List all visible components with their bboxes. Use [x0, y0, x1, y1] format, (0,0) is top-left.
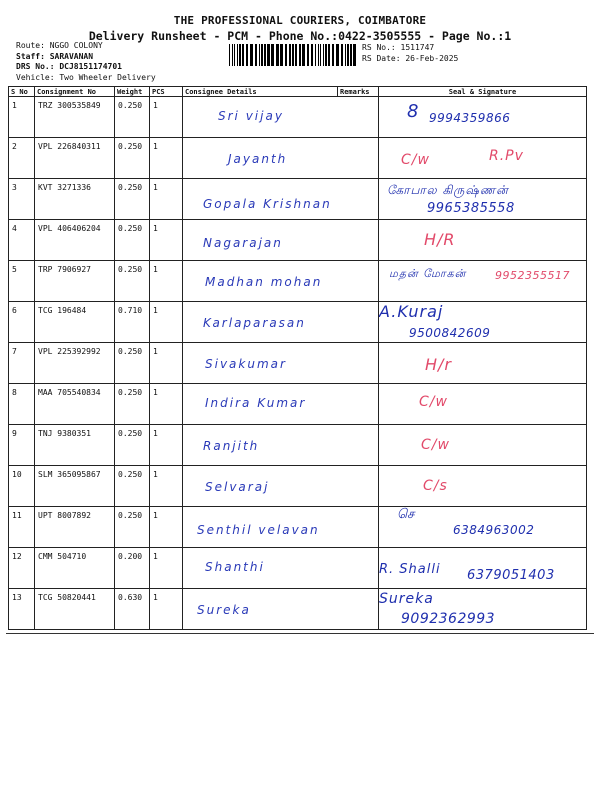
barcode-bar	[239, 44, 241, 66]
cell-consignment-no: VPL 406406204	[35, 220, 115, 261]
cell-weight: 0.250	[115, 466, 150, 507]
signature-handwritten: C/w	[401, 152, 430, 168]
runsheet-info-right	[362, 43, 458, 64]
signature-handwritten: C/s	[423, 478, 448, 494]
cell-weight: 0.250	[115, 97, 150, 138]
barcode-bar	[237, 44, 238, 66]
cell-pcs: 1	[150, 466, 183, 507]
consignee-name-handwritten: Senthil velavan	[197, 523, 320, 537]
cell-seal-signature	[379, 179, 587, 220]
barcode-bar	[250, 44, 253, 66]
table-row	[9, 261, 587, 302]
consignee-name-handwritten: Sri vijay	[218, 109, 284, 123]
barcode-bar	[259, 44, 260, 66]
cell-pcs: 1	[150, 548, 183, 589]
table-header-row	[9, 87, 587, 97]
cell-sno: 7	[9, 343, 35, 384]
signature-handwritten: C/w	[421, 437, 450, 453]
cell-seal-signature	[379, 466, 587, 507]
barcode-bar	[246, 44, 248, 66]
col-weight: Weight	[115, 87, 150, 97]
signature-handwritten: C/w	[419, 394, 448, 410]
cell-consignee-details	[183, 589, 338, 630]
cell-seal-signature	[379, 97, 587, 138]
runsheet-table	[8, 86, 587, 630]
cell-consignee-details	[183, 384, 338, 425]
col-consignee: Consignee Details	[183, 87, 338, 97]
cell-sno: 12	[9, 548, 35, 589]
col-sno: S No	[9, 87, 35, 97]
cell-weight: 0.250	[115, 138, 150, 179]
signature-handwritten: கோபால கிருஷ்ணன்	[387, 183, 509, 197]
consignee-name-handwritten: Jayanth	[228, 152, 288, 166]
cell-weight: 0.710	[115, 302, 150, 343]
table-row	[9, 179, 587, 220]
consignee-name-handwritten: Sureka	[197, 603, 251, 617]
barcode-bar	[325, 44, 327, 66]
cell-weight: 0.250	[115, 343, 150, 384]
signature-phone-handwritten: 9500842609	[409, 326, 491, 340]
table-row	[9, 138, 587, 179]
vehicle-label: Vehicle: Two Wheeler Delivery	[16, 72, 156, 82]
cell-consignee-details	[183, 97, 338, 138]
runsheet-info-left	[16, 41, 156, 83]
signature-phone-handwritten: 6379051403	[467, 568, 555, 583]
table-row	[9, 220, 587, 261]
cell-consignment-no: TRP 7906927	[35, 261, 115, 302]
cell-seal-signature	[379, 507, 587, 548]
cell-consignee-details	[183, 138, 338, 179]
cell-seal-signature	[379, 589, 587, 630]
cell-seal-signature	[379, 138, 587, 179]
barcode-bar	[229, 44, 230, 66]
cell-pcs: 1	[150, 97, 183, 138]
signature-phone-handwritten: 9965385558	[427, 201, 515, 216]
table-row	[9, 425, 587, 466]
signature-handwritten: H/r	[425, 355, 452, 374]
cell-weight: 0.250	[115, 261, 150, 302]
table-row	[9, 466, 587, 507]
cell-weight: 0.630	[115, 589, 150, 630]
table-row	[9, 97, 587, 138]
barcode-bar	[285, 44, 287, 66]
consignee-name-handwritten: Madhan mohan	[205, 275, 323, 289]
cell-sno: 3	[9, 179, 35, 220]
cell-weight: 0.250	[115, 220, 150, 261]
cell-weight: 0.250	[115, 179, 150, 220]
barcode-bar	[350, 44, 352, 66]
cell-seal-signature	[379, 220, 587, 261]
barcode-bar	[345, 44, 346, 66]
cell-remarks	[338, 384, 379, 425]
table-row	[9, 507, 587, 548]
cell-sno: 10	[9, 466, 35, 507]
barcode-bar	[353, 44, 356, 66]
col-remarks: Remarks	[338, 87, 379, 97]
cell-sno: 6	[9, 302, 35, 343]
table-row	[9, 343, 587, 384]
barcode-bar	[299, 44, 301, 66]
cell-pcs: 1	[150, 138, 183, 179]
consignee-name-handwritten: Nagarajan	[203, 236, 283, 250]
cell-consignment-no: TNJ 9380351	[35, 425, 115, 466]
cell-sno: 5	[9, 261, 35, 302]
cell-consignment-no: VPL 226840311	[35, 138, 115, 179]
signature-handwritten: H/R	[424, 230, 456, 249]
cell-consignment-no: TCG 50820441	[35, 589, 115, 630]
barcode-bar	[336, 44, 339, 66]
cell-sno: 1	[9, 97, 35, 138]
cell-seal-signature	[379, 302, 587, 343]
cell-remarks	[338, 466, 379, 507]
signature-handwritten: A.Kuraj	[379, 302, 444, 321]
col-consignment: Consignment No	[35, 87, 115, 97]
cell-consignment-no: UPT 8007892	[35, 507, 115, 548]
cell-consignee-details	[183, 261, 338, 302]
runsheet-subtitle: Delivery Runsheet - PCM - Phone No.:0422-3505555 - Page No.:1	[88, 29, 512, 43]
barcode-bar	[234, 44, 235, 66]
cell-remarks	[338, 302, 379, 343]
col-signature: Seal & Signature	[379, 87, 587, 97]
signature-handwritten: R.Pv	[489, 148, 524, 164]
consignee-name-handwritten: Karlaparasan	[203, 316, 306, 330]
barcode-bar	[232, 44, 233, 66]
barcode-bar	[320, 44, 321, 66]
consignee-name-handwritten: Selvaraj	[205, 480, 270, 494]
cell-seal-signature	[379, 548, 587, 589]
signature-phone-handwritten: 6384963002	[453, 523, 535, 537]
cell-consignee-details	[183, 548, 338, 589]
signature-handwritten: மதன் மோகன்	[389, 267, 467, 280]
barcode-bar	[271, 44, 274, 66]
cell-weight: 0.250	[115, 384, 150, 425]
barcode-bar	[292, 44, 294, 66]
cell-pcs: 1	[150, 343, 183, 384]
page-divider	[6, 633, 594, 634]
cell-consignment-no: CMM 504710	[35, 548, 115, 589]
cell-seal-signature	[379, 384, 587, 425]
cell-pcs: 1	[150, 589, 183, 630]
cell-remarks	[338, 425, 379, 466]
barcode-bar	[302, 44, 305, 66]
barcode-bar	[255, 44, 257, 66]
col-pcs: PCS	[150, 87, 183, 97]
cell-pcs: 1	[150, 507, 183, 548]
cell-weight: 0.250	[115, 425, 150, 466]
cell-consignee-details	[183, 425, 338, 466]
cell-remarks	[338, 97, 379, 138]
signature-handwritten: 8	[407, 101, 420, 122]
cell-pcs: 1	[150, 220, 183, 261]
cell-pcs: 1	[150, 425, 183, 466]
staff-label: Staff: SARAVANAN	[16, 51, 94, 61]
cell-consignee-details	[183, 220, 338, 261]
table-row	[9, 302, 587, 343]
company-title: THE PROFESSIONAL COURIERS, COIMBATORE	[173, 14, 427, 27]
cell-seal-signature	[379, 343, 587, 384]
barcode-bar	[267, 44, 270, 66]
cell-consignment-no: TRZ 300535849	[35, 97, 115, 138]
drs-label: DRS No.: DCJ8151174701	[16, 62, 122, 71]
barcode-bar	[261, 44, 263, 66]
barcode-bar	[295, 44, 297, 66]
table-row	[9, 384, 587, 425]
consignee-name-handwritten: Shanthi	[205, 560, 265, 574]
cell-sno: 2	[9, 138, 35, 179]
cell-pcs: 1	[150, 302, 183, 343]
barcode-bar	[289, 44, 291, 66]
rs-number: RS No.: 1511747	[362, 43, 435, 52]
barcode-bar	[332, 44, 334, 66]
consignee-name-handwritten: Indira Kumar	[205, 396, 307, 410]
barcode-bar	[347, 44, 349, 66]
cell-remarks	[338, 589, 379, 630]
cell-remarks	[338, 179, 379, 220]
cell-consignment-no: KVT 3271336	[35, 179, 115, 220]
cell-pcs: 1	[150, 384, 183, 425]
cell-consignment-no: TCG 196484	[35, 302, 115, 343]
cell-pcs: 1	[150, 179, 183, 220]
barcode-bar	[242, 44, 244, 66]
barcode-bar	[276, 44, 279, 66]
cell-consignment-no: MAA 705540834	[35, 384, 115, 425]
signature-phone-handwritten: 9994359866	[429, 111, 511, 125]
consignee-name-handwritten: Sivakumar	[205, 357, 287, 371]
signature-handwritten: Sureka	[379, 591, 434, 607]
cell-consignee-details	[183, 466, 338, 507]
barcode-bar	[264, 44, 266, 66]
barcode-image	[229, 44, 356, 66]
rs-date: RS Date: 26-Feb-2025	[362, 53, 459, 63]
cell-consignee-details	[183, 179, 338, 220]
cell-consignment-no: SLM 365095867	[35, 466, 115, 507]
cell-sno: 8	[9, 384, 35, 425]
table-row	[9, 589, 587, 630]
cell-weight: 0.200	[115, 548, 150, 589]
barcode-bar	[307, 44, 309, 66]
cell-pcs: 1	[150, 261, 183, 302]
signature-phone-handwritten: 9092362993	[401, 611, 496, 627]
cell-sno: 9	[9, 425, 35, 466]
cell-weight: 0.250	[115, 507, 150, 548]
barcode-bar	[311, 44, 313, 66]
cell-sno: 11	[9, 507, 35, 548]
table-row	[9, 548, 587, 589]
barcode-bar	[315, 44, 316, 66]
route-label: Route: NGGO COLONY	[16, 41, 103, 50]
barcode-bar	[328, 44, 330, 66]
cell-sno: 13	[9, 589, 35, 630]
cell-consignment-no: VPL 225392992	[35, 343, 115, 384]
signature-handwritten: R. Shalli	[379, 562, 441, 577]
barcode-bar	[280, 44, 283, 66]
consignee-name-handwritten: Ranjith	[203, 439, 260, 453]
cell-seal-signature	[379, 261, 587, 302]
consignee-name-handwritten: Gopala Krishnan	[203, 197, 332, 211]
barcode-bar	[341, 44, 343, 66]
cell-remarks	[338, 507, 379, 548]
cell-remarks	[338, 261, 379, 302]
cell-seal-signature	[379, 425, 587, 466]
cell-remarks	[338, 548, 379, 589]
barcode-bar	[318, 44, 319, 66]
cell-remarks	[338, 343, 379, 384]
signature-phone-handwritten: 9952355517	[495, 269, 570, 282]
cell-sno: 4	[9, 220, 35, 261]
cell-remarks	[338, 138, 379, 179]
cell-consignee-details	[183, 507, 338, 548]
barcode-bar	[323, 44, 324, 66]
cell-consignee-details	[183, 343, 338, 384]
cell-consignee-details	[183, 302, 338, 343]
signature-handwritten: செ	[397, 507, 416, 522]
cell-remarks	[338, 220, 379, 261]
